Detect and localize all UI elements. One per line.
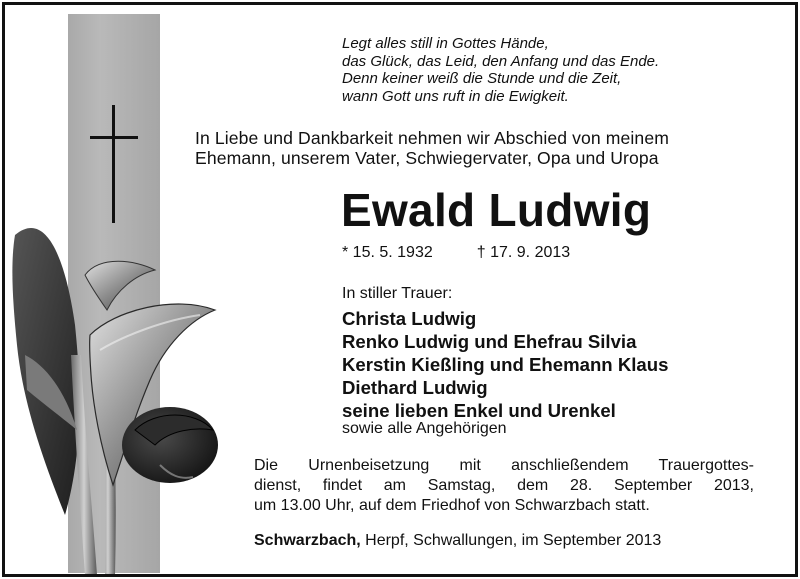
mourners-list bbox=[342, 307, 668, 422]
obituary-notice bbox=[2, 2, 798, 577]
funeral-line: um 13.00 Uhr, auf dem Friedhof von Schwarzbach statt. bbox=[254, 497, 650, 514]
funeral-line: dienst, findet am Samstag, dem 28. September 2013, bbox=[254, 477, 754, 494]
funeral-info bbox=[254, 456, 754, 516]
death-date: † 17. 9. 2013 bbox=[476, 244, 571, 261]
poem-line: Denn keiner weiß die Stunde und die Zeit, bbox=[342, 70, 622, 87]
mourner: Kerstin Kießling und Ehemann Klaus bbox=[342, 354, 669, 375]
place-and-date bbox=[254, 531, 661, 551]
mourner: Renko Ludwig und Ehefrau Silvia bbox=[342, 331, 637, 352]
place-town: Schwarzbach, bbox=[254, 532, 361, 549]
intro-text bbox=[195, 128, 669, 169]
mourning-label: In stiller Trauer: bbox=[342, 285, 453, 302]
intro-line: In Liebe und Dankbarkeit nehmen wir Abschied von meinem bbox=[195, 128, 669, 148]
mourner: Diethard Ludwig bbox=[342, 377, 488, 398]
place-rest: Herpf, Schwallungen, im September 2013 bbox=[360, 532, 662, 549]
poem bbox=[342, 35, 659, 105]
poem-line: Legt alles still in Gottes Hände, bbox=[342, 35, 549, 52]
intro-line: Ehemann, unserem Vater, Schwiegervater, Opa und Uropa bbox=[195, 148, 659, 169]
mourner: seine lieben Enkel und Urenkel bbox=[342, 400, 616, 421]
poem-line: das Glück, das Leid, den Anfang und das Ende. bbox=[342, 52, 660, 70]
cross-icon bbox=[90, 105, 138, 223]
mourner: Christa Ludwig bbox=[342, 308, 477, 329]
other-relatives: sowie alle Angehörigen bbox=[342, 420, 507, 437]
deceased-name: Ewald Ludwig bbox=[341, 184, 652, 236]
poem-line: wann Gott uns ruft in die Ewigkeit. bbox=[342, 87, 569, 105]
funeral-line: Die Urnenbeisetzung mit anschließendem Trauergottes- bbox=[254, 457, 754, 474]
calla-lily-illustration bbox=[5, 215, 245, 575]
life-dates bbox=[342, 243, 570, 263]
birth-date: * 15. 5. 1932 bbox=[342, 244, 433, 261]
